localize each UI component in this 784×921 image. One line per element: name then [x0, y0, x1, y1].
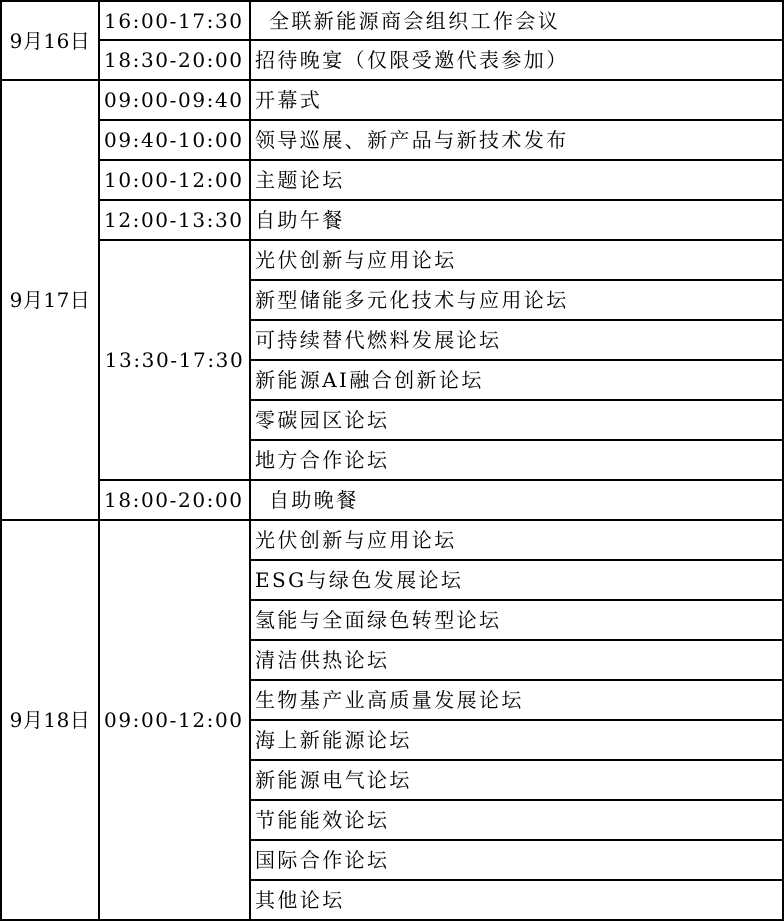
table-row [1, 200, 783, 240]
topic-cell: 可持续替代燃料发展论坛 [250, 320, 783, 360]
topic-cell: 开幕式 [250, 80, 783, 120]
date-cell: 9月18日 [1, 520, 99, 920]
topic-cell: 海上新能源论坛 [250, 720, 783, 760]
topic-cell: 节能能效论坛 [250, 800, 783, 840]
topic-cell: 光伏创新与应用论坛 [250, 240, 783, 280]
time-cell: 13:30-17:30 [99, 240, 250, 480]
time-cell: 12:00-13:30 [99, 200, 250, 240]
table-row [1, 160, 783, 200]
time-cell: 09:00-09:40 [99, 80, 250, 120]
topic-cell: 主题论坛 [250, 160, 783, 200]
topic-cell: 自助午餐 [250, 200, 783, 240]
table-row [1, 1, 783, 40]
date-cell: 9月17日 [1, 80, 99, 520]
topic-cell: 新型储能多元化技术与应用论坛 [250, 280, 783, 320]
topic-cell: 国际合作论坛 [250, 840, 783, 880]
topic-cell: 零碳园区论坛 [250, 400, 783, 440]
table-row [1, 120, 783, 160]
time-cell: 18:00-20:00 [99, 480, 250, 520]
table-row [1, 80, 783, 120]
table-row [1, 240, 783, 280]
time-cell: 09:40-10:00 [99, 120, 250, 160]
time-cell: 16:00-17:30 [99, 1, 250, 40]
table-row [1, 40, 783, 80]
topic-cell: 自助晚餐 [250, 480, 783, 520]
time-cell: 10:00-12:00 [99, 160, 250, 200]
time-cell: 09:00-12:00 [99, 520, 250, 920]
topic-cell: 新能源电气论坛 [250, 760, 783, 800]
topic-cell: 地方合作论坛 [250, 440, 783, 480]
topic-cell: ESG与绿色发展论坛 [250, 560, 783, 600]
table-row [1, 480, 783, 520]
topic-cell: 招待晚宴（仅限受邀代表参加） [250, 40, 783, 80]
table-row [1, 520, 783, 560]
topic-cell: 清洁供热论坛 [250, 640, 783, 680]
time-cell: 18:30-20:00 [99, 40, 250, 80]
topic-cell: 生物基产业高质量发展论坛 [250, 680, 783, 720]
topic-cell: 领导巡展、新产品与新技术发布 [250, 120, 783, 160]
topic-cell: 氢能与全面绿色转型论坛 [250, 600, 783, 640]
date-cell: 9月16日 [1, 1, 99, 80]
topic-cell: 其他论坛 [250, 880, 783, 920]
topic-cell: 全联新能源商会组织工作会议 [250, 1, 783, 40]
topic-cell: 新能源AI融合创新论坛 [250, 360, 783, 400]
topic-cell: 光伏创新与应用论坛 [250, 520, 783, 560]
